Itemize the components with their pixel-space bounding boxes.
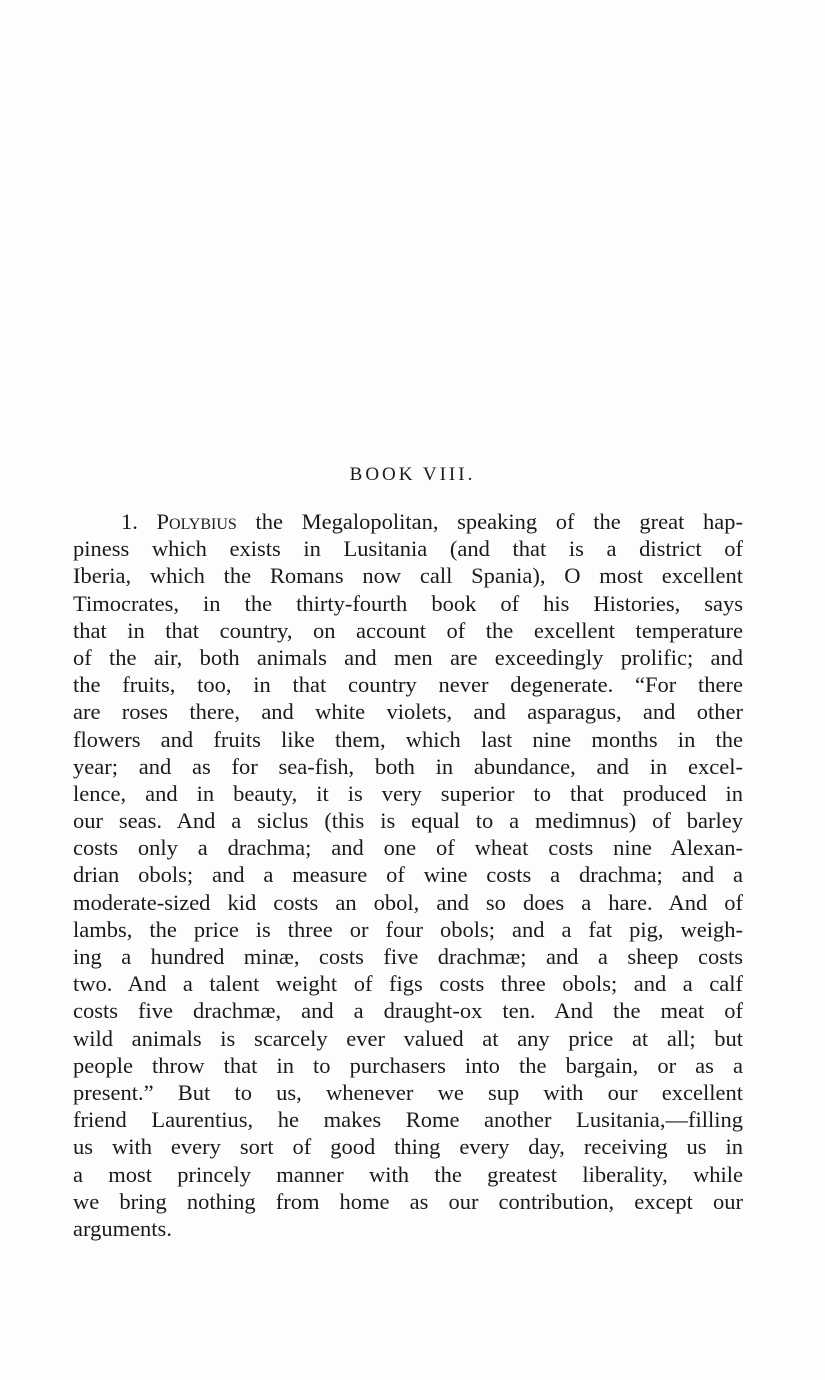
text-line-13: costs only a drachma; and one of wheat costs nine Alexan-: [73, 835, 743, 861]
text-line-26: we bring nothing from home as our contribution, except our: [73, 1188, 743, 1214]
text-line-16: lambs, the price is three or four obols; and a fat pig, weigh-: [73, 916, 743, 942]
text-line-11: lence, and in beauty, it is very superior to that produced in: [73, 780, 743, 806]
text-line-6: of the air, both animals and men are exceedingly prolific; and: [73, 644, 743, 670]
text-line-19: costs five drachmæ, and a draught-ox ten. And the meat of: [73, 998, 743, 1024]
text-line-15: moderate-sized kid costs an obol, and so does a hare. And of: [73, 889, 743, 915]
book-heading: BOOK VIII.: [349, 464, 476, 485]
text-line-25: a most princely manner with the greatest liberality, while: [73, 1161, 743, 1187]
text-line-1-rest: the Megalopolitan, speaking of the great hap-: [236, 509, 743, 534]
text-line-2: piness which exists in Lusitania (and that is a district of: [73, 536, 743, 562]
author-name: Polybius: [156, 509, 237, 534]
text-line-12: our seas. And a siclus (this is equal to a medimnus) of barley: [73, 808, 743, 834]
text-line-9: flowers and fruits like them, which last nine months in the: [73, 726, 743, 752]
text-line-27: arguments.: [73, 1215, 172, 1241]
text-line-14: drian obols; and a measure of wine costs a drachma; and a: [73, 862, 743, 888]
text-line-17: ing a hundred minæ, costs five drachmæ; and a sheep costs: [73, 944, 743, 969]
text-line-21: people throw that in to purchasers into the bargain, or as a: [73, 1052, 743, 1078]
body-paragraph: [73, 508, 743, 1242]
text-line-22: present.” But to us, whenever we sup with our excellent: [73, 1079, 743, 1105]
text-line-7: the fruits, too, in that country never degenerate. “For there: [73, 672, 743, 698]
text-line-4: Timocrates, in the thirty-fourth book of his Histories, says: [73, 590, 743, 616]
text-line-1: [73, 508, 743, 535]
text-line-23: friend Laurentius, he makes Rome another Lusitania,—filling: [73, 1107, 743, 1133]
section-number: 1.: [121, 509, 138, 534]
text-line-20: wild animals is scarcely ever valued at any price at all; but: [73, 1025, 743, 1051]
text-line-5: that in that country, on account of the excellent temperature: [73, 617, 743, 643]
text-line-18: two. And a talent weight of figs costs three obols; and a calf: [73, 971, 743, 997]
text-line-8: are roses there, and white violets, and asparagus, and other: [73, 699, 743, 725]
text-line-3: Iberia, which the Romans now call Spania), O most excellent: [73, 563, 743, 589]
text-line-24: us with every sort of good thing every day, receiving us in: [73, 1134, 743, 1160]
text-line-10: year; and as for sea-fish, both in abundance, and in excel-: [73, 753, 743, 779]
